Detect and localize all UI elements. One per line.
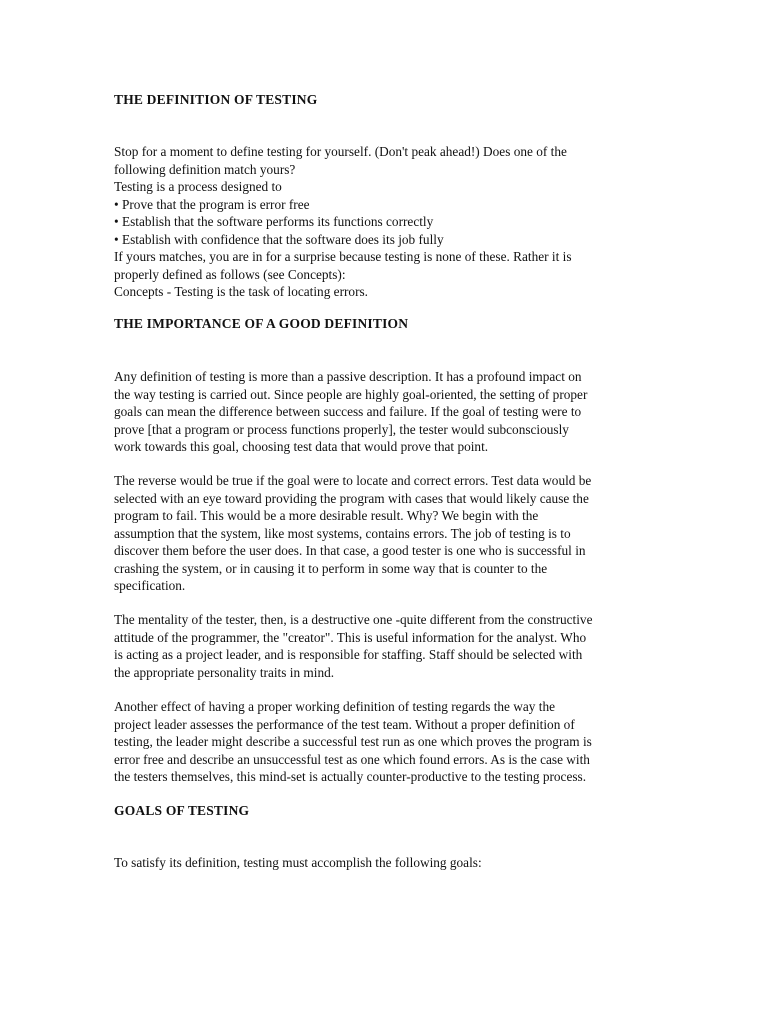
text-line: is acting as a project leader, and is responsible for staffing. Staff should be selected with: [114, 647, 583, 662]
text-line: testing, the leader might describe a successful test run as one which proves the program is: [114, 734, 592, 749]
paragraph-goals: [114, 854, 660, 872]
paragraph-importance-3: [114, 611, 660, 681]
heading-definition-of-testing: THE DEFINITION OF TESTING: [114, 92, 318, 107]
paragraph-importance-4: [114, 698, 660, 786]
text-line: work towards this goal, choosing test data that would prove that point.: [114, 439, 489, 454]
text-line: To satisfy its definition, testing must accomplish the following goals:: [114, 855, 482, 870]
heading-goals-of-testing: GOALS OF TESTING: [114, 803, 250, 818]
text-line: the appropriate personality traits in mind.: [114, 664, 335, 680]
text-line: goals can mean the difference between success and failure. If the goal of testing were to: [114, 404, 582, 419]
text-line: The mentality of the tester, then, is a destructive one -quite different from the constructive: [114, 612, 593, 627]
paragraph-importance-2: [114, 472, 660, 595]
text-line: assumption that the system, like most systems, contains errors. The job of testing is to: [114, 525, 571, 541]
text-line: program to fail. This would be a more desirable result. Why? We begin with the: [114, 508, 539, 523]
bullet-item: • Establish that the software performs its functions correctly: [114, 214, 434, 229]
text-line: discover them before the user does. In that case, a good tester is one who is successful in: [114, 543, 586, 558]
text-line: the testers themselves, this mind-set is actually counter-productive to the testing process.: [114, 769, 587, 784]
text-line: The reverse would be true if the goal were to locate and correct errors. Test data would be: [114, 473, 592, 488]
text-line: Stop for a moment to define testing for yourself. (Don't peak ahead!) Does one of the: [114, 144, 567, 159]
paragraph-importance-1: [114, 368, 660, 456]
text-line: specification.: [114, 578, 186, 593]
text-line: following definition match yours?: [114, 161, 296, 177]
bullet-item: • Prove that the program is error free: [114, 196, 310, 212]
text-line: prove [that a program or process functions properly], the tester would subconsciously: [114, 421, 569, 437]
text-line: selected with an eye toward providing the program with cases that would likely cause the: [114, 490, 589, 506]
text-line: Testing is a process designed to: [114, 179, 282, 194]
text-line: properly defined as follows (see Concepts):: [114, 266, 346, 282]
text-line: Another effect of having a proper working definition of testing regards the way the: [114, 699, 555, 714]
text-line: error free and describe an unsuccessful test as one which found errors. As is the case with: [114, 751, 590, 767]
text-line: project leader assesses the performance of the test team. Without a proper definition of: [114, 716, 575, 732]
text-line: crashing the system, or in causing it to perform in some way that is counter to the: [114, 560, 548, 576]
text-line: Any definition of testing is more than a passive description. It has a profound impact on: [114, 369, 582, 384]
paragraph-definition: [114, 143, 660, 301]
text-line: attitude of the programmer, the "creator". This is useful information for the analyst. Who: [114, 629, 587, 645]
text-line: Concepts - Testing is the task of locating errors.: [114, 284, 368, 299]
bullet-item: • Establish with confidence that the software does its job fully: [114, 231, 444, 247]
text-line: the way testing is carried out. Since people are highly goal-oriented, the setting of proper: [114, 386, 588, 402]
heading-importance-of-good-definition: THE IMPORTANCE OF A GOOD DEFINITION: [114, 316, 409, 331]
text-line: If yours matches, you are in for a surprise because testing is none of these. Rather it is: [114, 249, 572, 264]
